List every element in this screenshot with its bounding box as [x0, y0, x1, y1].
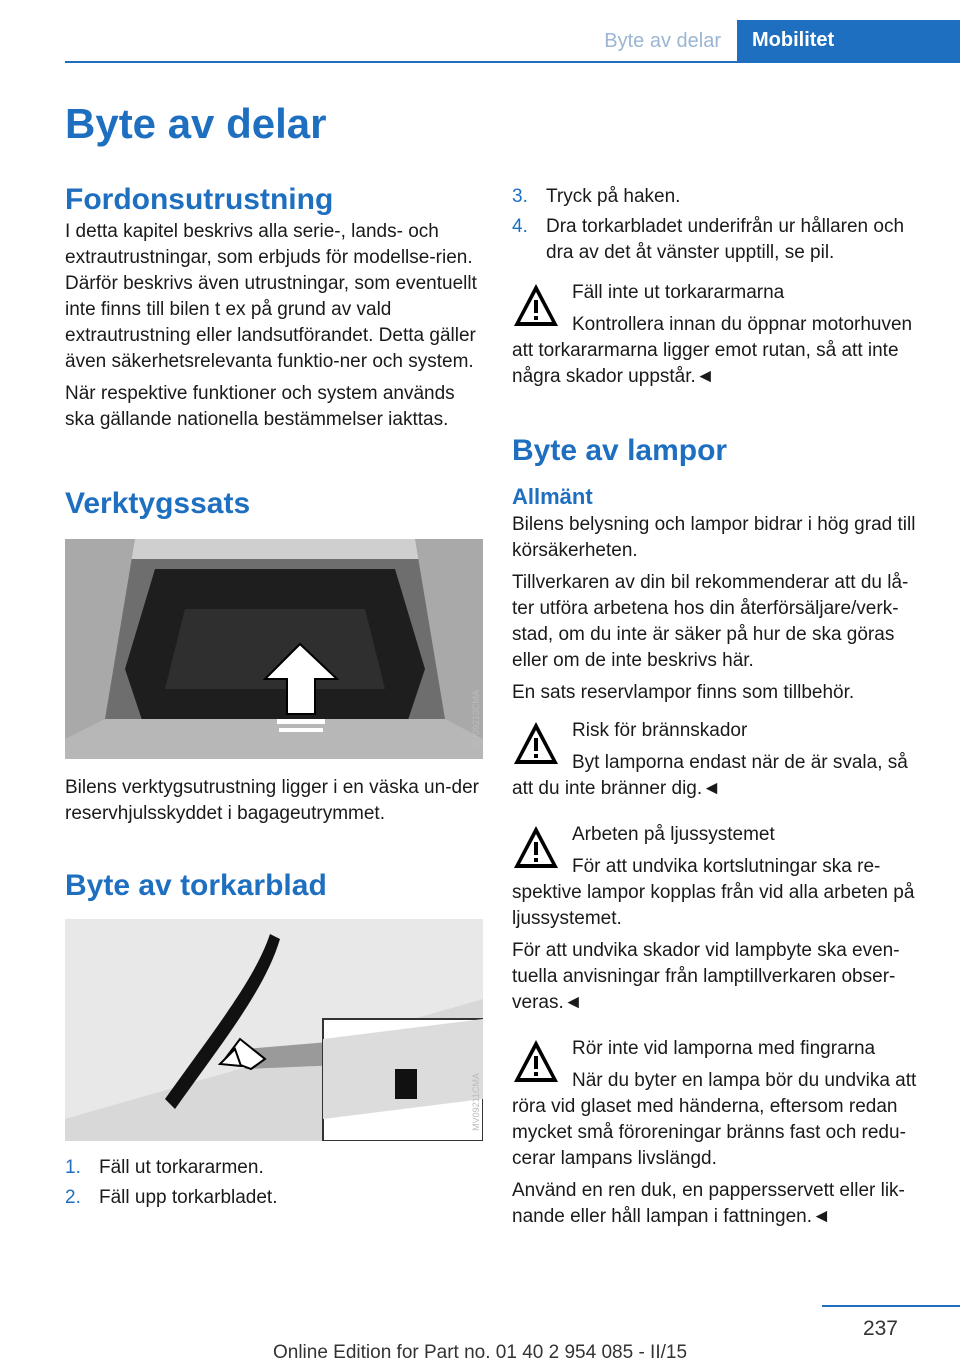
- warning-text: Byt lamporna endast när de är svala, så att du inte bränner dig.◄: [512, 752, 908, 799]
- heading-byte-av-lampor: Byte av lampor: [512, 434, 728, 467]
- warning-icon: [512, 282, 560, 328]
- trunk-image: [65, 539, 483, 759]
- list-item: 4. Dra torkarbladet underifrån ur hållaren och dra av det åt vänster upptill, se pil.: [512, 216, 905, 263]
- right-column: [512, 184, 926, 1230]
- warning-box: [512, 280, 926, 390]
- paragraph: Bilens verktygsutrustning ligger i en väska un-der reservhjulsskyddet i bagageutrymmet.: [65, 777, 479, 824]
- warning-box: [512, 718, 926, 802]
- warning-title: Fäll inte ut torkararmarna: [572, 282, 785, 303]
- header-chapter-tab: Mobilitet: [737, 20, 960, 61]
- heading-verktygssats: Verktygssats: [65, 487, 251, 520]
- paragraph: Använd en ren duk, en pappersservett eller lik-nande eller håll lampan i fattningen.◄: [512, 1180, 905, 1227]
- paragraph: En sats reservlampor finns som tillbehör.: [512, 682, 855, 703]
- warning-box: [512, 1036, 926, 1172]
- warning-box: [512, 822, 926, 932]
- list-item: 1. Fäll ut torkararmen.: [65, 1157, 264, 1178]
- page-title: Byte av delar: [65, 100, 327, 147]
- list-item: 3. Tryck på haken.: [512, 186, 681, 207]
- footer-rule: [822, 1305, 960, 1307]
- warning-text: Kontrollera innan du öppnar motorhuven att torkararmarna ligger emot rutan, så att inte några skador uppstår.◄: [512, 314, 913, 387]
- page-number: 237: [862, 1317, 898, 1340]
- warning-text: För att undvika kortslutningar ska re-spektive lampor kopplas från vid alla arbeten på ljussystemet.: [512, 856, 915, 929]
- paragraph: När respektive funktioner och system används ska gällande nationella bestämmelser iakttas.: [65, 383, 455, 430]
- steps-list: [65, 1155, 483, 1211]
- warning-icon: [512, 1038, 560, 1084]
- paragraph: I detta kapitel beskrivs alla serie-, lands- och extrautrustningar, som erbjuds för modellse-rien. Därför beskrivs även utrustningar, som eventuellt inte finns till bilen t ex på grund av vald extrautrustning eller landsutförandet. Detta gäller även säkerhetsrelevanta funktio-ner och system.: [65, 221, 477, 372]
- wiper-image: [65, 919, 483, 1141]
- heading-byte-av-torkarblad: Byte av torkarblad: [65, 869, 327, 902]
- warning-icon: [512, 824, 560, 870]
- steps-list: [512, 184, 926, 266]
- paragraph: Bilens belysning och lampor bidrar i hög grad till körsäkerheten.: [512, 514, 916, 561]
- heading-fordonsutrustning: Fordonsutrustning: [65, 183, 334, 216]
- header-rule: [65, 61, 960, 63]
- edition-note: Online Edition for Part no. 01 40 2 954 085 - II/15: [272, 1342, 688, 1363]
- list-item: 2. Fäll upp torkarbladet.: [65, 1187, 278, 1208]
- paragraph: För att undvika skador vid lampbyte ska even-tuella anvisningar från lamptillverkaren obser-veras.◄: [512, 940, 900, 1013]
- left-column: [65, 95, 483, 1211]
- figure-code: MV09210CMA: [471, 690, 481, 749]
- subheading-allmant: Allmänt: [512, 484, 593, 509]
- warning-icon: [512, 720, 560, 766]
- paragraph: Tillverkaren av din bil rekommenderar att du lå-ter utföra arbetena hos din återförsäljare/verk-stad, om du inte är säker på hur de ska göras eller om de inte beskrivs här.: [512, 572, 909, 671]
- figure-code: MV09211CMA: [471, 1073, 481, 1131]
- warning-title: Rör inte vid lamporna med fingrarna: [572, 1038, 876, 1059]
- warning-title: Risk för brännskador: [572, 720, 748, 741]
- warning-text: När du byter en lampa bör du undvika att röra vid glaset med händerna, eftersom redan mycket små föroreningar bränns fast och redu-cerar lampans livslängd.: [512, 1070, 917, 1169]
- header-section: Byte av delar: [604, 30, 721, 52]
- warning-title: Arbeten på ljussystemet: [572, 824, 775, 845]
